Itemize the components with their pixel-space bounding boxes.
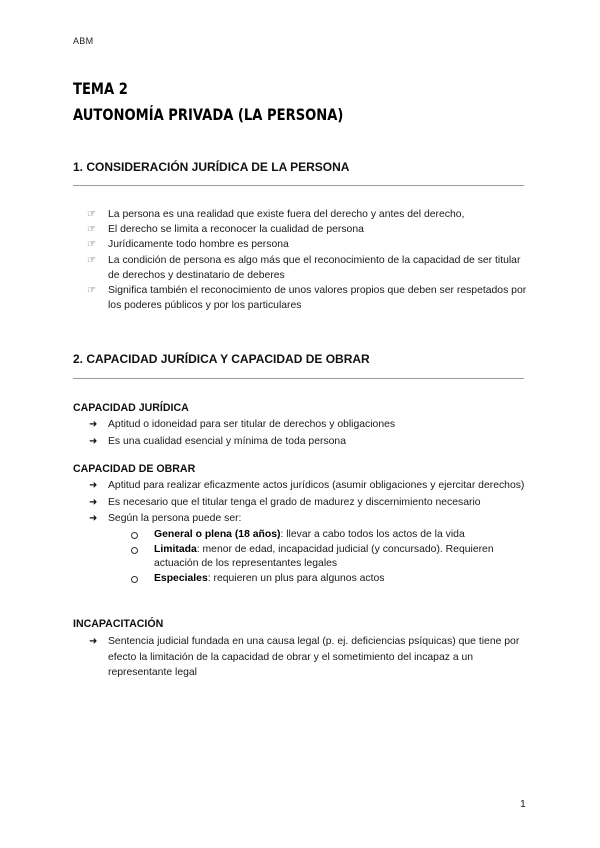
hand-pointer-icon: ☞ xyxy=(87,254,96,266)
incapacitacion-list xyxy=(89,634,527,682)
list-item: ➜ Aptitud o idoneidad para ser titular de derechos y obligaciones xyxy=(89,417,527,433)
list-item: ➜ Según la persona puede ser: General o plena (18 años): llevar a cabo todos los actos de la vida Limitada: menor de edad, incapacidad judicial (y concursado). Requieren actuación de los representantes legales Especiales: requieren un plus para algunos actos xyxy=(89,511,527,587)
capacidad-obrar-heading: CAPACIDAD DE OBRAR xyxy=(73,463,196,475)
capacidad-juridica-list xyxy=(89,417,527,450)
list-item: Especiales: requieren un plus para algunos actos xyxy=(128,572,527,587)
incapacitacion-heading: INCAPACITACIÓN xyxy=(73,618,164,630)
circle-bullet-icon xyxy=(131,532,138,539)
list-item: ➜ Sentencia judicial fundada en una causa legal (p. ej. deficiencias psíquicas) que tiene por efecto la limitación de la capacidad de obrar y el sometimiento del incapaz a un representante legal xyxy=(89,636,520,679)
list-item: ☞ Significa también el reconocimiento de unos valores propios que deben ser respetados por los poderes públicos y por los particulares xyxy=(87,285,527,312)
circle-bullet-icon xyxy=(131,547,138,554)
section-1-divider xyxy=(73,185,524,186)
list-item: ☞ El derecho se limita a reconocer la cualidad de persona xyxy=(87,222,527,237)
hand-pointer-icon: ☞ xyxy=(87,209,96,220)
list-item: ➜ Aptitud para realizar eficazmente actos jurídicos (asumir obligaciones y ejercitar derechos) xyxy=(89,478,527,494)
section-1-heading: 1. CONSIDERACIÓN JURÍDICA DE LA PERSONA xyxy=(73,160,350,174)
title-block xyxy=(73,76,403,128)
section-2-divider xyxy=(73,378,524,379)
section-2-heading: 2. CAPACIDAD JURÍDICA Y CAPACIDAD DE OBRAR xyxy=(73,352,370,366)
arrow-right-icon: ➜ xyxy=(89,636,98,647)
capacity-types-list xyxy=(108,528,527,587)
capacidad-juridica-heading: CAPACIDAD JURÍDICA xyxy=(73,402,189,414)
arrow-right-icon: ➜ xyxy=(89,435,98,447)
arrow-right-icon: ➜ xyxy=(89,496,98,508)
header-tag: ABM xyxy=(73,36,94,46)
page-number: 1 xyxy=(520,798,526,810)
list-item: ➜ Es necesario que el titular tenga el grado de madurez y discernimiento necesario xyxy=(89,495,527,511)
list-item: ☞ La persona es una realidad que existe fuera del derecho y antes del derecho, xyxy=(87,207,527,222)
list-item: ➜ Es una cualidad esencial y mínima de toda persona xyxy=(89,434,527,450)
hand-pointer-icon: ☞ xyxy=(87,224,96,236)
arrow-right-icon: ➜ xyxy=(89,480,98,491)
list-item: General o plena (18 años): llevar a cabo todos los actos de la vida xyxy=(128,528,527,543)
arrow-right-icon: ➜ xyxy=(89,419,98,430)
arrow-right-icon: ➜ xyxy=(89,513,98,525)
hand-pointer-icon: ☞ xyxy=(87,239,96,251)
title-line-1: TEMA 2 xyxy=(73,79,128,98)
list-item: ☞ Jurídicamente todo hombre es persona xyxy=(87,237,527,252)
list-item: ☞ La condición de persona es algo más que el reconocimiento de la capacidad de ser titular de derechos y destinatario de deberes xyxy=(87,254,521,281)
circle-bullet-icon xyxy=(131,576,138,583)
capacidad-obrar-list xyxy=(89,478,527,588)
section-1-list xyxy=(87,207,527,313)
title-line-2: AUTONOMÍA PRIVADA (LA PERSONA) xyxy=(73,105,344,124)
hand-pointer-icon: ☞ xyxy=(87,285,96,297)
list-item: Limitada: menor de edad, incapacidad judicial (y concursado). Requieren actuación de los representantes legales xyxy=(128,543,527,573)
